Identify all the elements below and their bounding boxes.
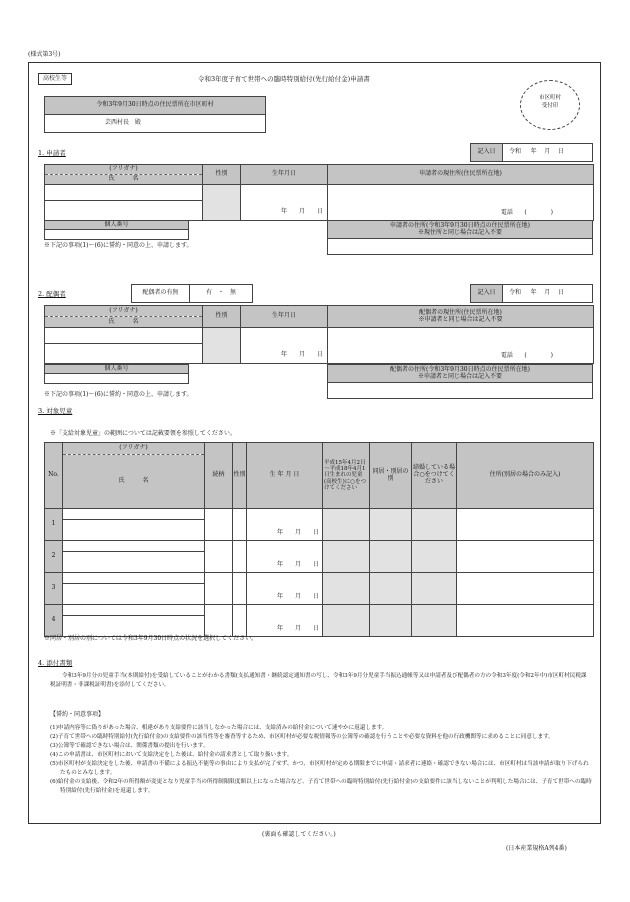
applicant-table: (フリガナ) 性別 生年月日 申請者の現住所(住民票所在地) 氏 名 年 月 日 電話 ( ) xyxy=(44,164,594,221)
spouse-furigana-input[interactable] xyxy=(45,328,203,344)
applicant-furigana-input[interactable] xyxy=(45,185,203,201)
child-2-name[interactable] xyxy=(63,552,205,573)
children-footnote: ※同居・別居の別については令和3年9月30日時点の状況を選択してください。 xyxy=(44,635,258,642)
pledge-item: (3)公簿等で確認できない場合は、関係書類の提出を行います。 xyxy=(50,743,209,749)
spouse-name-input[interactable] xyxy=(45,344,203,364)
child-2-sex[interactable] xyxy=(233,541,247,573)
child-4-sex[interactable] xyxy=(233,605,247,637)
child-2-relation[interactable] xyxy=(205,541,233,573)
applicant-date: 記入日 令和 年 月 日 xyxy=(470,143,593,162)
pledge-item: (5)市区町村が支給決定をした後、申請書の不備による振込不能等の事由により支払が完了せず、かつ、市区町村が定める期限までに申請・請求者に連絡・確認できない場合には、市区町村は当該申請が取り下げられたものとみなします。 xyxy=(50,761,589,776)
spouse-mynumber-input[interactable] xyxy=(45,374,189,384)
child-2-furigana[interactable] xyxy=(63,541,205,552)
child-3-name[interactable] xyxy=(63,584,205,605)
applicant-name-input[interactable] xyxy=(45,201,203,221)
child-3-furigana[interactable] xyxy=(63,573,205,584)
footer-paper-size: (日本産業規格A列4番) xyxy=(506,845,567,852)
child-1-name[interactable] xyxy=(63,520,205,541)
recipient-box xyxy=(44,96,266,133)
children-note: ※「支給対象児童」の範囲については記載要領を参照してください。 xyxy=(50,430,236,437)
child-4-highschool[interactable] xyxy=(323,605,370,637)
spouse-table: (フリガナ) 性別 生年月日 配偶者の現住所(住民票所在地) ※申請者と同じ場合は記入不要 氏 名 年 月 日 電話 ( ) xyxy=(44,305,594,364)
section-attachments: 4. 添付書類 xyxy=(38,659,73,667)
child-4-relation[interactable] xyxy=(205,605,233,637)
child-4-living[interactable] xyxy=(370,605,412,637)
spouse-sex-input[interactable] xyxy=(203,328,241,364)
child-1-living[interactable] xyxy=(370,509,412,541)
applicant-addr930: 申請者の住所(令和3年9月30日時点の住民票所在地) ※現住所と同じ場合は記入不要 xyxy=(327,220,593,255)
spouse-pledge: ※下記の事項(1)～(6)に誓約・同意の上、申請します。 xyxy=(44,391,193,398)
child-2-married[interactable] xyxy=(412,541,457,573)
children-table: No. (フリガナ) 続柄 性別 生 年 月 日 平成15年4月2日～平成18年4月1日生まれの児童(高校生)に○をつけてください 同居・別居の別 結婚している場合○をつけてください 住所(別居の場合のみ記入) 氏 名 1 年 月 日 2 年 月 日 3 年 月 日 4 年 月 日 xyxy=(44,442,594,637)
child-1-birth[interactable]: 年 月 日 xyxy=(247,509,323,541)
form-number: (様式第3号) xyxy=(28,51,61,58)
pledge-item: (2)子育て世帯への臨時特別給付(先行給付金)の支給要件の該当性等を審査等するため、市区町村が必要な税情報等の公簿等の確認を行うことや必要な資料を他の行政機関等に求めることに同意します。 xyxy=(50,734,554,740)
child-3-relation[interactable] xyxy=(205,573,233,605)
section-applicant: 1. 申請者 xyxy=(38,149,66,157)
spouse-date: 記入日 令和 年 月 日 xyxy=(470,284,593,303)
child-3-address[interactable] xyxy=(457,573,594,605)
child-1-highschool[interactable] xyxy=(323,509,370,541)
pledge-header: 【誓約・同意事項】 xyxy=(50,711,105,718)
pledge-list xyxy=(50,724,592,796)
spouse-addr930-input[interactable] xyxy=(328,383,593,399)
recipient-header: 令和3年9月30日時点の住民票所在市区町村 xyxy=(45,97,266,115)
pledge-item: (1)申請内容等に偽りがあった場合、相違があり支給要件に該当しなかった場合には、支給済みの給付金について速やかに返還します。 xyxy=(50,725,388,731)
child-4-name[interactable] xyxy=(63,616,205,637)
child-3-sex[interactable] xyxy=(233,573,247,605)
applicant-date-field[interactable]: 令和 年 月 日 xyxy=(503,144,593,162)
badge-highschool: 高校生等 xyxy=(38,73,72,85)
applicant-address-input[interactable]: 電話 ( ) xyxy=(328,185,594,221)
child-1-sex[interactable] xyxy=(233,509,247,541)
spouse-mynumber: 個人番号 xyxy=(44,364,189,384)
child-1-furigana[interactable] xyxy=(63,509,205,520)
spouse-address-input[interactable]: 電話 ( ) xyxy=(328,328,594,364)
child-3-living[interactable] xyxy=(370,573,412,605)
footer-back-note: (裏面も確認してください。) xyxy=(262,831,336,838)
child-4-married[interactable] xyxy=(412,605,457,637)
child-2-birth[interactable]: 年 月 日 xyxy=(247,541,323,573)
child-1-relation[interactable] xyxy=(205,509,233,541)
form-title: 令和3年度子育て世帯への臨時特別給付(先行給付金)申請書 xyxy=(198,75,370,83)
attachments-body: 令和3年9月分の児童手当(本則給付)を受給していることがわかる書類(支払通知書・継続認定通知書の写し、令和3年9月分児童手当振込通帳等又は申請者及び配偶者の方の令和3年度(令和2年中)市区町村民税課税証明書・非課税証明書)を添付してください。 xyxy=(50,673,587,688)
child-2-highschool[interactable] xyxy=(323,541,370,573)
pledge-item: (6)給付金の支給後、令和2年の所得額が変更となり児童手当の所得制限限度額以上になった場合など、子育て世帯への臨時特別給付(先行給付金)の支給要件に該当しないことが判明した場合には、子育て世帯への臨時特別給付(先行給付金)を返還します。 xyxy=(50,779,592,794)
reception-stamp: 市区町村 受付印 xyxy=(520,80,580,130)
spouse-birth-input[interactable]: 年 月 日 xyxy=(241,328,328,364)
child-3-birth[interactable]: 年 月 日 xyxy=(247,573,323,605)
child-4-address[interactable] xyxy=(457,605,594,637)
child-2-living[interactable] xyxy=(370,541,412,573)
applicant-mynumber-input[interactable] xyxy=(45,230,189,240)
pledge-item: (4)この申請書は、市区町村において支給決定をした後は、給付金の請求書として取り扱います。 xyxy=(50,752,293,758)
recipient-name: 芸西村長 殿 xyxy=(45,115,266,133)
applicant-birth-input[interactable]: 年 月 日 xyxy=(241,185,328,221)
child-2-address[interactable] xyxy=(457,541,594,573)
spouse-exists: 配偶者の有無 有 ・ 無 xyxy=(131,284,253,303)
section-spouse: 2. 配偶者 xyxy=(38,290,66,298)
child-4-birth[interactable]: 年 月 日 xyxy=(247,605,323,637)
section-children: 3. 対象児童 xyxy=(38,407,73,415)
child-3-married[interactable] xyxy=(412,573,457,605)
spouse-addr930: 配偶者の住所(令和3年9月30日時点の住民票所在地) ※申請者と同じ場合は記入不要 xyxy=(327,364,593,399)
spouse-exists-select[interactable]: 有 ・ 無 xyxy=(190,285,253,303)
child-1-married[interactable] xyxy=(412,509,457,541)
applicant-pledge: ※下記の事項(1)～(6)に誓約・同意の上、申請します。 xyxy=(44,242,193,249)
applicant-mynumber: 個人番号 xyxy=(44,220,189,240)
spouse-date-field[interactable]: 令和 年 月 日 xyxy=(503,285,593,303)
child-4-furigana[interactable] xyxy=(63,605,205,616)
applicant-addr930-input[interactable] xyxy=(328,239,593,255)
applicant-sex-input[interactable] xyxy=(203,185,241,221)
child-1-address[interactable] xyxy=(457,509,594,541)
child-3-highschool[interactable] xyxy=(323,573,370,605)
